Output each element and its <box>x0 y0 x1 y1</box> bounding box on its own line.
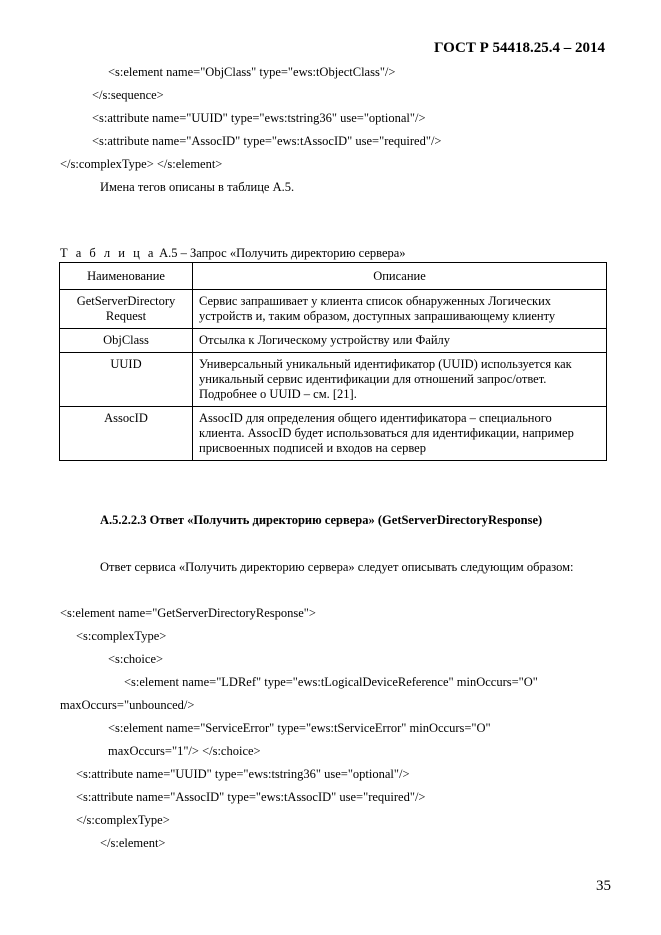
table-row <box>60 407 607 461</box>
code-line: </s:element> <box>100 836 166 850</box>
table-cell-name: UUID <box>60 353 193 407</box>
table-cell-description: Отсылка к Логическому устройству или Файлу <box>193 329 607 353</box>
code-line: <s:complexType> <box>76 629 167 643</box>
spec-table <box>59 262 607 461</box>
table-caption-title: А.5 – Запрос «Получить директорию сервера» <box>159 246 406 260</box>
code-line: <s:attribute name="AssocID" type="ews:tAssocID" use="required"/> <box>92 134 442 148</box>
section-heading: А.5.2.2.3 Ответ «Получить директорию сервера» (GetServerDirectoryResponse) <box>100 513 543 527</box>
code-line: </s:complexType> <box>76 813 170 827</box>
code-line: maxOccurs="1"/> </s:choice> <box>108 744 261 758</box>
intro-text: Имена тегов описаны в таблице А.5. <box>100 180 295 194</box>
code-line: <s:element name="ServiceError" type="ews:tServiceError" minOccurs="O" <box>108 721 491 735</box>
table-row <box>60 290 607 329</box>
name-line: Request <box>105 309 147 323</box>
code-line: <s:element name="GetServerDirectoryResponse"> <box>60 606 316 620</box>
table-cell-name: ObjClass <box>60 329 193 353</box>
table-cell-name: AssocID <box>60 407 193 461</box>
code-line: <s:element name="LDRef" type="ews:tLogicalDeviceReference" minOccurs="O" <box>124 675 538 689</box>
code-line: maxOccurs="unbounced/> <box>60 698 195 712</box>
table-header-row <box>60 263 607 290</box>
code-line: <s:element name="ObjClass" type="ews:tObjectClass"/> <box>108 65 396 79</box>
column-header-name: Наименование <box>60 263 193 290</box>
table-row <box>60 353 607 407</box>
table-caption <box>60 246 406 261</box>
table-cell-description: Универсальный уникальный идентификатор (UUID) используется как уникальный сервис идентификации для отношений запрос/ответ. Подробнее о UUID – см. [21]. <box>193 353 607 407</box>
table-cell-description: Сервис запрашивает у клиента список обнаруженных Логических устройств и, таким образом, доступных запрашивающему клиенту <box>193 290 607 329</box>
code-line: </s:complexType> </s:element> <box>60 157 223 171</box>
response-text: Ответ сервиса «Получить директорию сервера» следует описывать следующим образом: <box>100 560 574 574</box>
document-header: ГОСТ Р 54418.25.4 – 2014 <box>433 40 605 56</box>
table-cell-name <box>60 290 193 329</box>
table-cell-description: AssocID для определения общего идентификатора – специального клиента. AssocID будет использоваться для идентификации, например присвоенных подписей и входов на сервер <box>193 407 607 461</box>
page-number: 35 <box>596 878 611 894</box>
code-line: <s:choice> <box>108 652 164 666</box>
code-line: <s:attribute name="UUID" type="ews:tstring36" use="optional"/> <box>76 767 410 781</box>
code-line: <s:attribute name="AssocID" type="ews:tAssocID" use="required"/> <box>76 790 426 804</box>
code-line: <s:attribute name="UUID" type="ews:tstring36" use="optional"/> <box>92 111 426 125</box>
table-row <box>60 329 607 353</box>
column-header-description: Описание <box>193 263 607 290</box>
table-caption-prefix: Т а б л и ц а <box>60 246 156 260</box>
code-line: </s:sequence> <box>92 88 164 102</box>
name-line: GetServerDirectory <box>76 294 176 308</box>
